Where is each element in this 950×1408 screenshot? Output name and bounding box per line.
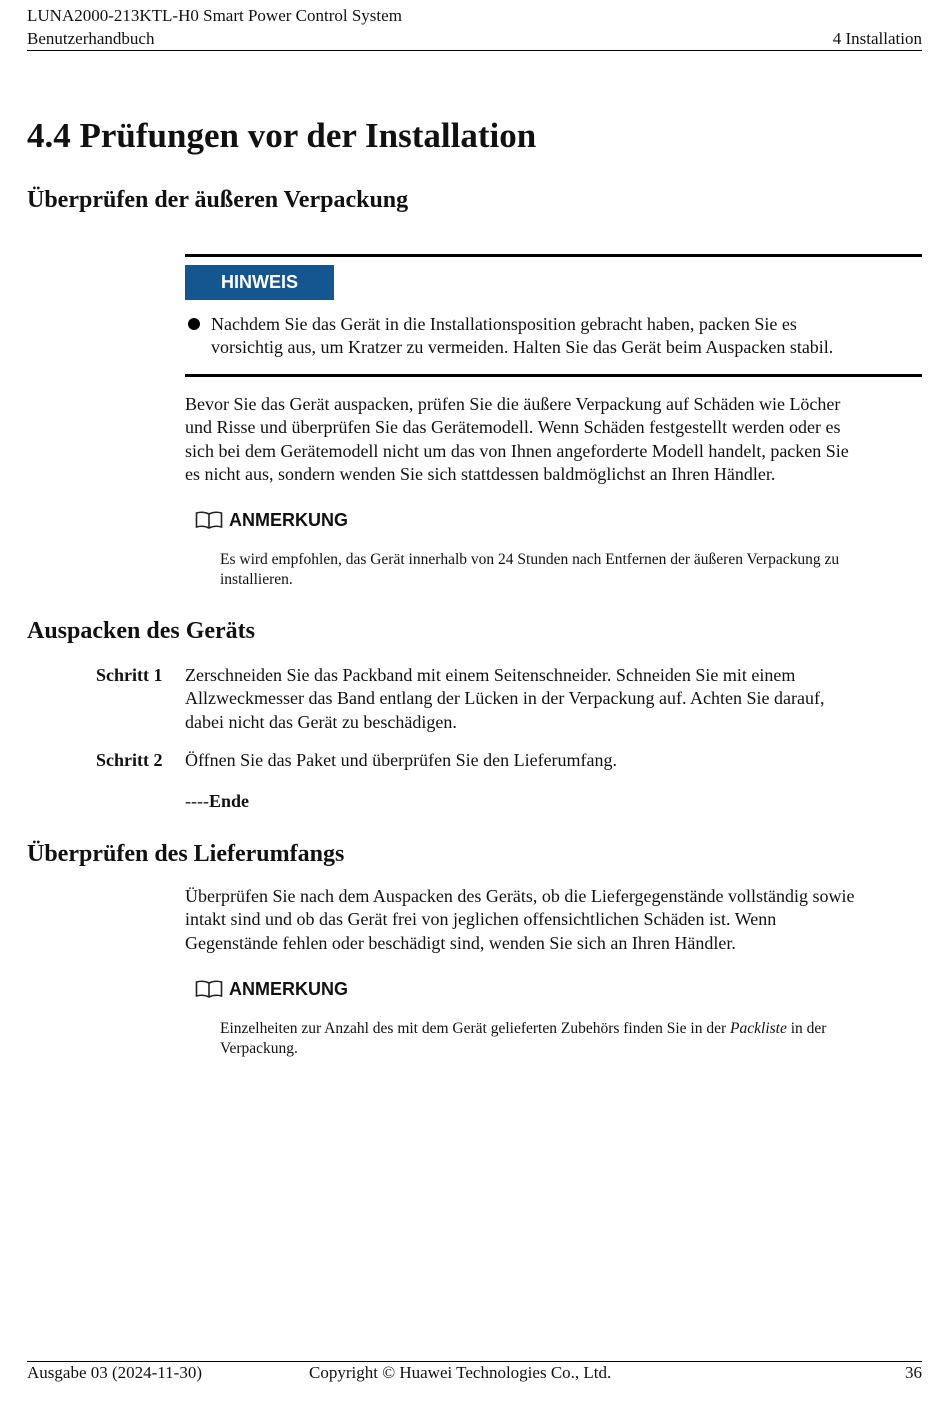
note-header bbox=[195, 509, 348, 531]
step-2-text bbox=[185, 749, 922, 772]
note-line bbox=[220, 1019, 920, 1039]
paragraph-line: sich bei dem Gerätemodell nicht um das von Ihnen angeforderte Modell handelt, packen Sie bbox=[185, 440, 849, 461]
notice-text bbox=[211, 313, 921, 360]
header-divider bbox=[27, 50, 922, 51]
delivery-paragraph bbox=[185, 885, 922, 955]
doc-title: LUNA2000-213KTL-H0 Smart Power Control System bbox=[27, 6, 402, 25]
notice-bottom-rule bbox=[185, 374, 922, 377]
note-line: installieren. bbox=[220, 571, 293, 588]
open-book-icon bbox=[195, 980, 223, 998]
note-text bbox=[220, 1019, 920, 1059]
section-title: 4.4 Prüfungen vor der Installation bbox=[27, 116, 537, 155]
paragraph-line: Überprüfen Sie nach dem Auspacken des Geräts, ob die Liefergegenstände vollständig sowie bbox=[185, 886, 855, 906]
paragraph-line: intakt sind und ob das Gerät frei von jeglichen offensichtlichen Schäden ist. Wenn bbox=[185, 909, 777, 930]
bullet-icon bbox=[188, 318, 200, 330]
heading-packaging: Überprüfen der äußeren Verpackung bbox=[27, 187, 409, 213]
note-line: Verpackung. bbox=[220, 1040, 298, 1057]
step-2-label: Schritt 2 bbox=[96, 750, 163, 770]
notice-line: vorsichtig aus, um Kratzer zu vermeiden. Halten Sie das Gerät beim Auspacken stabil. bbox=[211, 337, 834, 358]
step-line: Zerschneiden Sie das Packband mit einem Seitenschneider. Schneiden Sie mit einem bbox=[185, 665, 796, 685]
note-label: ANMERKUNG bbox=[229, 510, 348, 530]
end-word: Ende bbox=[208, 791, 250, 811]
chapter-label: 4 Installation bbox=[832, 29, 922, 48]
doc-subtitle: Benutzerhandbuch bbox=[27, 29, 155, 48]
notice-line: Nachdem Sie das Gerät in die Installationsposition gebracht haben, packen Sie es bbox=[211, 314, 797, 334]
note-line: Es wird empfohlen, das Gerät innerhalb von 24 Stunden nach Entfernen der äußeren Verpackung zu bbox=[220, 551, 840, 568]
packliste-term: Packliste bbox=[730, 1020, 787, 1037]
paragraph-line: und Risse und überprüfen Sie das Gerätemodell. Wenn Schäden festgestellt werden oder es bbox=[185, 417, 841, 438]
paragraph-line: Bevor Sie das Gerät auspacken, prüfen Sie die äußere Verpackung auf Schäden wie Löcher bbox=[185, 394, 841, 414]
packaging-paragraph bbox=[185, 393, 922, 486]
edition-label: Ausgabe 03 (2024-11-30) bbox=[27, 1363, 202, 1382]
note-label: ANMERKUNG bbox=[229, 979, 348, 999]
page-number: 36 bbox=[905, 1363, 922, 1382]
notice-top-rule bbox=[185, 254, 922, 257]
end-marker bbox=[185, 790, 249, 813]
copyright-label: Copyright © Huawei Technologies Co., Ltd. bbox=[309, 1363, 612, 1382]
note-text bbox=[220, 550, 920, 590]
step-1-text bbox=[185, 664, 922, 734]
notice-label: HINWEIS bbox=[185, 265, 334, 300]
note-header bbox=[195, 978, 348, 1000]
heading-unpacking: Auspacken des Geräts bbox=[27, 618, 256, 644]
step-1-label: Schritt 1 bbox=[96, 665, 163, 685]
note-text-part: in der bbox=[786, 1020, 827, 1037]
end-prefix: ---- bbox=[185, 791, 209, 811]
note-text-part: Einzelheiten zur Anzahl des mit dem Gerät gelieferten Zubehörs finden Sie in der bbox=[220, 1020, 731, 1037]
step-line: dabei nicht das Gerät zu beschädigen. bbox=[185, 711, 457, 732]
open-book-icon bbox=[195, 511, 223, 529]
heading-delivery: Überprüfen des Lieferumfangs bbox=[27, 841, 345, 867]
step-line: Öffnen Sie das Paket und überprüfen Sie den Lieferumfang. bbox=[185, 750, 618, 770]
paragraph-line: Gegenstände fehlen oder beschädigt sind, wenden Sie sich an Ihren Händler. bbox=[185, 932, 736, 953]
paragraph-line: es nicht aus, sondern wenden Sie sich stattdessen baldmöglichst an Ihren Händler. bbox=[185, 463, 776, 484]
step-line: Allzweckmesser das Band entlang der Lücken in der Verpackung auf. Achten Sie darauf, bbox=[185, 688, 825, 709]
